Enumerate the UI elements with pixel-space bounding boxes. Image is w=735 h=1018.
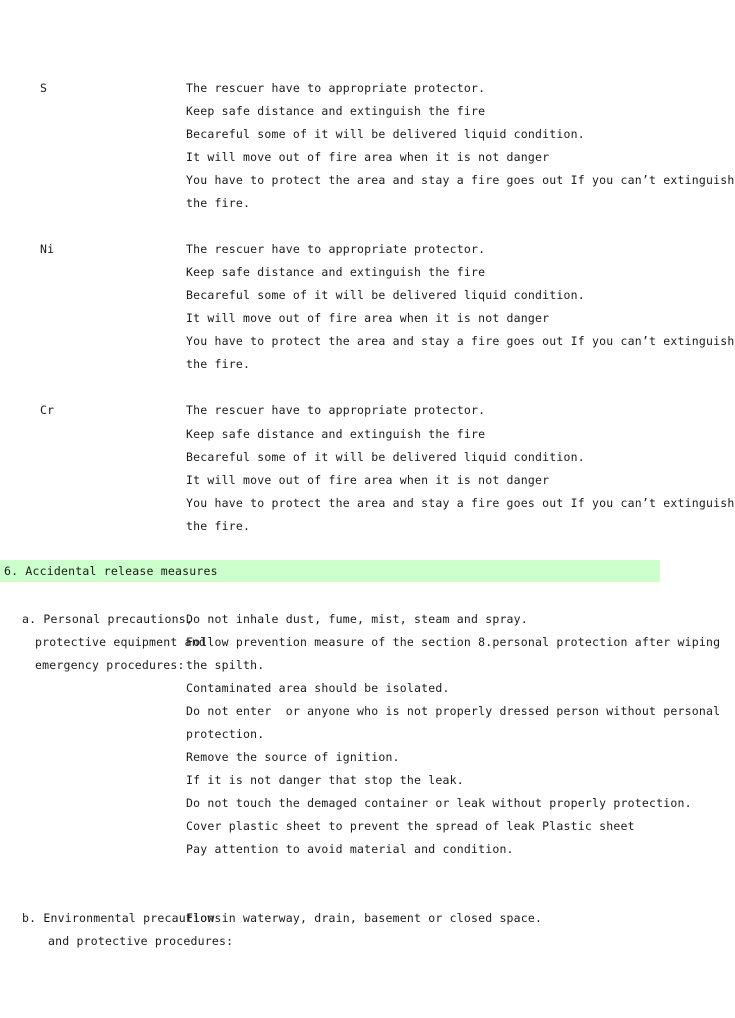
s-line-4: It will move out of fire area when it is not danger [186,150,550,164]
s-line-2: Keep safe distance and extinguish the fire [186,104,486,118]
personal-line-1: Do not inhale dust, fume, mist, steam and spray. [186,612,528,626]
section-header [0,560,660,582]
element-label-s: S [40,81,48,95]
personal-label-line-2: protective equipment and [35,635,206,649]
cr-line-2: Keep safe distance and extinguish the fire [186,427,486,441]
cr-line-4: It will move out of fire area when it is not danger [186,473,550,487]
personal-line-11: Pay attention to avoid material and condition. [186,842,514,856]
personal-line-10: Cover plastic sheet to prevent the spread of leak Plastic sheet [186,819,635,833]
element-label-cr: Cr [40,403,55,417]
personal-label-line-1: a. Personal precautions, [22,612,193,626]
cr-line-3: Becareful some of it will be delivered liquid condition. [186,450,585,464]
s-line-1: The rescuer have to appropriate protector. [186,81,486,95]
personal-label-line-3: emergency procedures: [35,658,185,672]
environmental-line-1: Flow in waterway, drain, basement or closed space. [186,911,543,925]
personal-line-2: Follow prevention measure of the section 8.personal protection after wiping [186,635,721,649]
section-title: 6. Accidental release measures [4,564,218,578]
personal-line-3: the spilth. [186,658,265,672]
cr-line-5: You have to protect the area and stay a fire goes out If you can’t extinguish [186,496,735,510]
ni-line-2: Keep safe distance and extinguish the fire [186,265,486,279]
ni-line-1: The rescuer have to appropriate protector. [186,242,486,256]
personal-line-6: protection. [186,727,265,741]
s-line-6: the fire. [186,196,251,210]
personal-line-7: Remove the source of ignition. [186,750,400,764]
s-line-5: You have to protect the area and stay a fire goes out If you can’t extinguish [186,173,735,187]
personal-line-8: If it is not danger that stop the leak. [186,773,464,787]
environmental-label-line-2: and protective procedures: [48,934,234,948]
ni-line-4: It will move out of fire area when it is not danger [186,311,550,325]
personal-line-5: Do not enter or anyone who is not properly dressed person without personal [186,704,721,718]
element-label-ni: Ni [40,242,55,256]
environmental-label-line-1: b. Environmental precautions [22,911,222,925]
personal-line-9: Do not touch the demaged container or leak without properly protection. [186,796,692,810]
ni-line-6: the fire. [186,357,251,371]
cr-line-1: The rescuer have to appropriate protector. [186,403,486,417]
ni-line-3: Becareful some of it will be delivered liquid condition. [186,288,585,302]
s-line-3: Becareful some of it will be delivered liquid condition. [186,127,585,141]
ni-line-5: You have to protect the area and stay a fire goes out If you can’t extinguish [186,334,735,348]
personal-line-4: Contaminated area should be isolated. [186,681,450,695]
cr-line-6: the fire. [186,519,251,533]
